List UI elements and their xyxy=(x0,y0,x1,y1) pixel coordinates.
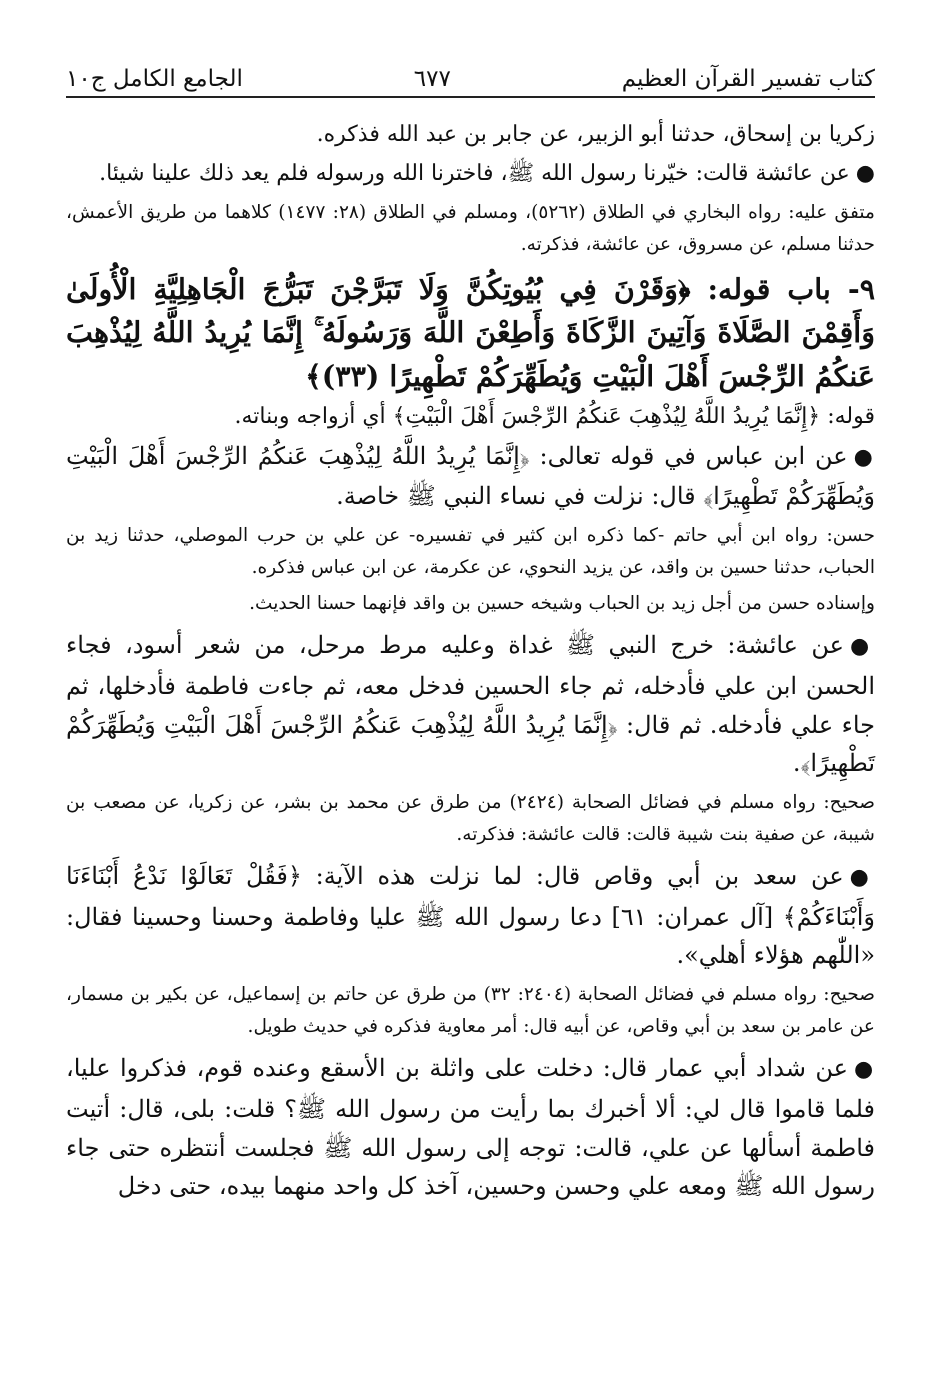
hadith-shaddad: ●عن شداد أبي عمار قال: دخلت على واثلة بن الأسقع وعنده قوم، فذكروا عليا، فلما قاموا قال لي: ألا أخبرك بما رأيت من رسول الله ﷺ؟ قلت: بلى، قال: أتيت فاطمة أسألها عن علي، قالت: توجه إلى رسول الله ﷺ فجلست أنتظره حتى جاء رسول الله ﷺ ومعه علي وحسن وحسين، آخذ كل واحد منهما بيده، حتى دخل xyxy=(66,1054,875,1201)
bullet-icon: ● xyxy=(853,1057,875,1083)
takhrij-note: صحيح: رواه مسلم في فضائل الصحابة (٢٤٢٤) من طرق عن محمد بن بشر، عن زكريا، عن مصعب بن شيبة، عن صفية بنت شيبة قالت: قالت عائشة: فذكرته. xyxy=(66,791,875,846)
page-body xyxy=(66,116,875,1206)
bullet-icon: ● xyxy=(853,444,875,470)
isnad-note: وإسناده حسن من أجل زيد بن الحباب وشيخه حسين بن واقد فإنهما حسنا الحديث. xyxy=(249,593,875,615)
takhrij-note: حسن: رواه ابن أبي حاتم -كما ذكره ابن كثير في تفسيره- عن علي بن حرب الموصلي، حدثنا زيد بن الحباب، حدثنا حسين بن واقد، عن يزيد النحوي، عن عكرمة، عن ابن عباس فذكره. xyxy=(66,524,875,579)
bullet-icon: ● xyxy=(850,634,875,660)
continuation-paragraph: زكريا بن إسحاق، حدثنا أبو الزبير، عن جابر بن عبد الله فذكره. xyxy=(316,122,875,147)
chapter-heading: ٩- باب قوله: ﴿وَقَرْنَ فِي بُيُوتِكُنَّ وَلَا تَبَرَّجْنَ تَبَرُّجَ الْجَاهِلِيَّةِ الْأُولَىٰ وَأَقِمْنَ الصَّلَاةَ وَآتِينَ الزَّكَاةَ وَأَطِعْنَ اللَّهَ وَرَسُولَهُ ۚ إِنَّمَا يُرِيدُ اللَّهُ لِيُذْهِبَ عَنكُمُ الرِّجْسَ أَهْلَ الْبَيْتِ وَيُطَهِّرَكُمْ تَطْهِيرًا (٣٣)﴾ xyxy=(66,271,875,393)
hadith-aisha-mirt: ●عن عائشة: خرج النبي ﷺ غداة وعليه مرط مرحل، من شعر أسود، فجاء الحسن ابن علي فأدخله، ثم جاء الحسين فدخل معه، ثم جاءت فاطمة فأدخلها، ثم جاء علي فأدخله. ثم قال: ﴿إِنَّمَا يُرِيدُ اللَّهُ لِيُذْهِبَ عَنكُمُ الرِّجْسَ أَهْلَ الْبَيْتِ وَيُطَهِّرَكُمْ تَطْهِيرًا﴾. xyxy=(66,631,875,778)
hadith-ibn-abbas: ●عن ابن عباس في قوله تعالى: ﴿إِنَّمَا يُرِيدُ اللَّهُ لِيُذْهِبَ عَنكُمُ الرِّجْسَ أَهْلَ الْبَيْتِ وَيُطَهِّرَكُمْ تَطْهِيرًا﴾ قال: نزلت في نساء النبي ﷺ خاصة. xyxy=(66,441,875,511)
takhrij-note: صحيح: رواه مسلم في فضائل الصحابة (٢٤٠٤: ٣٢) من طرق عن حاتم بن إسماعيل، عن بكير بن مسمار، عن عامر بن سعد بن أبي وقاص، عن أبيه قال: أمر معاوية فذكره في حديث طويل. xyxy=(66,984,875,1038)
takhrij-note: متفق عليه: رواه البخاري في الطلاق (٥٢٦٢)، ومسلم في الطلاق (٢٨: ١٤٧٧) كلاهما من طريق الأعمش، حدثنا مسلم، عن مسروق، عن عائشة، فذكرته. xyxy=(66,202,875,256)
bullet-icon: ● xyxy=(855,160,875,186)
running-header xyxy=(66,52,875,98)
bullet-icon: ● xyxy=(849,865,875,891)
page-number: ٦٧٧ xyxy=(413,66,451,92)
book-title: كتاب تفسير القرآن العظيم xyxy=(621,66,875,92)
volume-title: الجامع الكامل ج١٠ xyxy=(66,66,243,92)
hadith-saad: ●عن سعد بن أبي وقاص قال: لما نزلت هذه الآية: ﴿فَقُلْ تَعَالَوْا نَدْعُ أَبْنَاءَنَا وَأَبْنَاءَكُمْ﴾ [آل عمران: ٦١] دعا رسول الله ﷺ عليا وفاطمة وحسنا وحسينا فقال: «اللّٰهم هؤلاء أهلي». xyxy=(66,862,875,970)
commentary-paragraph: قوله: ﴿إِنَّمَا يُرِيدُ اللَّهُ لِيُذْهِبَ عَنكُمُ الرِّجْسَ أَهْلَ الْبَيْتِ﴾ أي أزواجه وبناته. xyxy=(234,404,875,430)
hadith-aisha-choice: ●عن عائشة قالت: خيّرنا رسول الله ﷺ، فاخترنا الله ورسوله فلم يعد ذلك علينا شيئا. xyxy=(99,160,875,186)
